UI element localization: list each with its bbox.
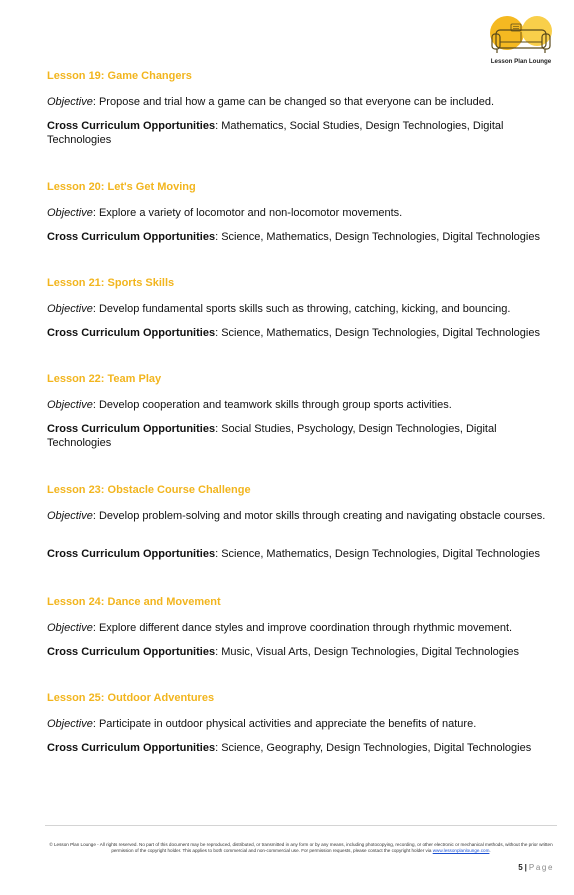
page-word: Page [528, 863, 554, 872]
lesson-cross-curriculum [47, 645, 559, 659]
objective-label: Objective [47, 622, 93, 634]
lesson-objective [47, 509, 552, 523]
lesson-cross-curriculum [47, 326, 559, 340]
footer-divider [45, 825, 557, 826]
cross-curriculum-text: : Social Studies, Psychology, Design Technologies, Digital Technologies [47, 423, 497, 449]
objective-text: : Develop cooperation and teamwork skills through group sports activities. [92, 399, 452, 411]
lesson-cross-curriculum [47, 422, 559, 450]
lesson-objective [47, 398, 552, 412]
lesson-title: Lesson 21: Sports Skills [47, 277, 175, 289]
lesson-plan-lounge-logo [487, 14, 555, 68]
cross-curriculum-label: Cross Curriculum Opportunities [47, 548, 216, 560]
lesson-objective [47, 717, 552, 731]
lesson-objective [47, 95, 552, 109]
lesson-objective [47, 302, 552, 316]
lesson-cross-curriculum [47, 119, 559, 147]
objective-label: Objective [47, 399, 93, 411]
lesson-cross-curriculum [47, 741, 559, 755]
objective-label: Objective [47, 718, 93, 730]
objective-label: Objective [47, 510, 93, 522]
link-suffix: . [489, 848, 491, 854]
lesson-25 [47, 692, 559, 788]
page-separator: | [524, 863, 527, 872]
lesson-23 [47, 484, 559, 596]
cross-curriculum-label: Cross Curriculum Opportunities [47, 742, 216, 754]
cross-curriculum-label: Cross Curriculum Opportunities [47, 327, 216, 339]
cross-curriculum-label: Cross Curriculum Opportunities [47, 423, 216, 435]
cross-curriculum-text: : Science, Mathematics, Design Technologies, Digital Technologies [215, 327, 540, 339]
objective-text: : Propose and trial how a game can be changed so that everyone can be included. [92, 96, 495, 108]
cross-curriculum-text: : Mathematics, Social Studies, Design Technologies, Digital Technologies [47, 120, 504, 146]
lesson-title: Lesson 24: Dance and Movement [47, 596, 221, 608]
lesson-title: Lesson 19: Game Changers [47, 70, 192, 82]
lesson-20 [47, 181, 559, 277]
objective-text: : Participate in outdoor physical activities and appreciate the benefits of nature. [92, 718, 477, 730]
lesson-objective [47, 621, 552, 635]
lesson-24 [47, 596, 559, 692]
footer-copyright [45, 842, 557, 854]
page-number [518, 863, 554, 872]
sofa-logo-icon [487, 14, 555, 58]
cross-curriculum-label: Cross Curriculum Opportunities [47, 646, 216, 658]
objective-label: Objective [47, 96, 93, 108]
cross-curriculum-text: : Music, Visual Arts, Design Technologies, Digital Technologies [215, 646, 519, 658]
website-link[interactable]: www.lessonplanlounge.com [432, 848, 490, 854]
lesson-21 [47, 277, 559, 373]
objective-text: : Develop problem-solving and motor skills through creating and navigating obstacle courses. [92, 510, 546, 522]
lesson-title: Lesson 20: Let's Get Moving [47, 181, 196, 193]
cross-curriculum-text: : Science, Geography, Design Technologies, Digital Technologies [215, 742, 532, 754]
lesson-list [47, 70, 559, 788]
logo-text: Lesson Plan Lounge [490, 58, 552, 65]
lesson-title: Lesson 25: Outdoor Adventures [47, 692, 215, 704]
objective-text: : Develop fundamental sports skills such as throwing, catching, kicking, and bouncing. [92, 303, 511, 315]
objective-text: : Explore a variety of locomotor and non-locomotor movements. [92, 207, 403, 219]
lesson-19 [47, 70, 559, 166]
copyright-text: © Lesson Plan Lounge - All rights reserved. No part of this document may be reproduced, distributed, or transmitted in any form or by any means, including photocopying, recording, or other electronic or mechanical methods, without the prior written permission of the copyright holder. This applies to both commercial and non-commercial use. For permission requests, please contact the copyright holder via [49, 842, 553, 854]
lesson-cross-curriculum [47, 230, 559, 244]
objective-label: Objective [47, 303, 93, 315]
lesson-22 [47, 373, 559, 484]
objective-label: Objective [47, 207, 93, 219]
cross-curriculum-label: Cross Curriculum Opportunities [47, 231, 216, 243]
lesson-objective [47, 206, 552, 220]
cross-curriculum-text: : Science, Mathematics, Design Technologies, Digital Technologies [215, 231, 540, 243]
page-number-value: 5 [518, 863, 523, 872]
objective-text: : Explore different dance styles and improve coordination through rhythmic movement. [92, 622, 513, 634]
cross-curriculum-label: Cross Curriculum Opportunities [47, 120, 216, 132]
lesson-title: Lesson 23: Obstacle Course Challenge [47, 484, 251, 496]
lesson-cross-curriculum [47, 547, 559, 561]
cross-curriculum-text: : Science, Mathematics, Design Technologies, Digital Technologies [215, 548, 540, 560]
lesson-title: Lesson 22: Team Play [47, 373, 162, 385]
